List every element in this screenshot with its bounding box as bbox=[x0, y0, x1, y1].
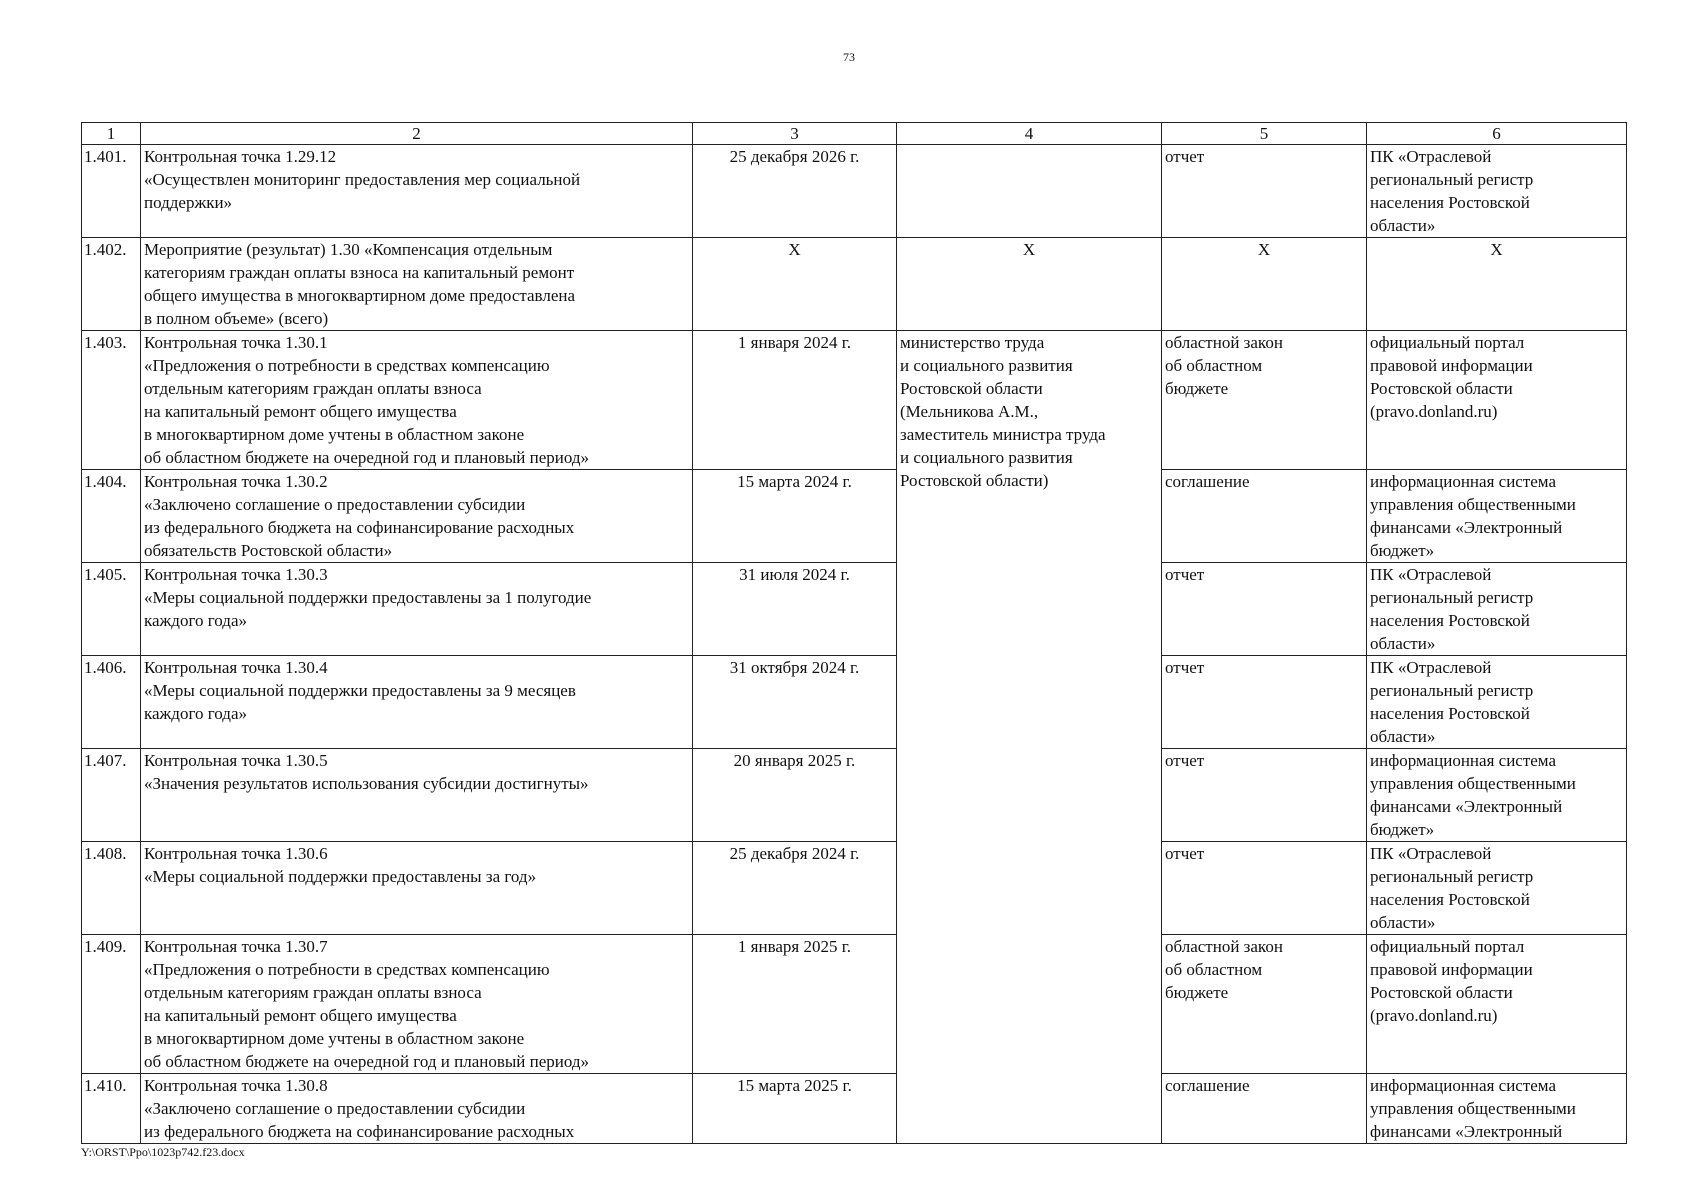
row-document: отчет bbox=[1162, 842, 1367, 935]
row-number: 1.405. bbox=[82, 563, 141, 656]
table-row bbox=[82, 470, 1627, 563]
row-date: 1 января 2025 г. bbox=[693, 935, 897, 1074]
table-header-row bbox=[82, 123, 1627, 145]
header-cell: 2 bbox=[141, 123, 693, 145]
row-info-system: Х bbox=[1367, 238, 1627, 331]
row-document: соглашение bbox=[1162, 1074, 1367, 1144]
row-number: 1.410. bbox=[82, 1074, 141, 1144]
row-document: Х bbox=[1162, 238, 1367, 331]
row-title: Контрольная точка 1.30.8 «Заключено соглашение о предоставлении субсидии из федерального бюджета на софинансирование расходных bbox=[141, 1074, 693, 1144]
table-row bbox=[82, 563, 1627, 656]
row-info-system: информационная система управления общественными финансами «Электронный bbox=[1367, 1074, 1627, 1144]
row-info-system: официальный портал правовой информации Ростовской области (pravo.donland.ru) bbox=[1367, 331, 1627, 470]
row-title: Контрольная точка 1.30.4 «Меры социальной поддержки предоставлены за 9 месяцев каждого года» bbox=[141, 656, 693, 749]
row-info-system: ПК «Отраслевой региональный регистр населения Ростовской области» bbox=[1367, 563, 1627, 656]
row-number: 1.403. bbox=[82, 331, 141, 470]
row-title: Контрольная точка 1.30.3 «Меры социальной поддержки предоставлены за 1 полугодие каждого года» bbox=[141, 563, 693, 656]
row-date: 15 марта 2025 г. bbox=[693, 1074, 897, 1144]
row-info-system: ПК «Отраслевой региональный регистр населения Ростовской области» bbox=[1367, 842, 1627, 935]
row-document: отчет bbox=[1162, 145, 1367, 238]
table-row bbox=[82, 331, 1627, 470]
row-document: областной закон об областном бюджете bbox=[1162, 935, 1367, 1074]
row-title: Контрольная точка 1.30.5 «Значения результатов использования субсидии достигнуты» bbox=[141, 749, 693, 842]
row-number: 1.407. bbox=[82, 749, 141, 842]
row-document: отчет bbox=[1162, 749, 1367, 842]
row-number: 1.402. bbox=[82, 238, 141, 331]
row-responsible: Х bbox=[897, 238, 1162, 331]
row-date: 15 марта 2024 г. bbox=[693, 470, 897, 563]
row-date: 31 июля 2024 г. bbox=[693, 563, 897, 656]
header-cell: 4 bbox=[897, 123, 1162, 145]
row-title: Контрольная точка 1.29.12 «Осуществлен мониторинг предоставления мер социальной поддержки» bbox=[141, 145, 693, 238]
row-number: 1.409. bbox=[82, 935, 141, 1074]
row-number: 1.401. bbox=[82, 145, 141, 238]
table-row bbox=[82, 238, 1627, 331]
row-info-system: ПК «Отраслевой региональный регистр населения Ростовской области» bbox=[1367, 145, 1627, 238]
row-info-system: официальный портал правовой информации Ростовской области (pravo.donland.ru) bbox=[1367, 935, 1627, 1074]
row-number: 1.408. bbox=[82, 842, 141, 935]
table-row bbox=[82, 935, 1627, 1074]
row-document: отчет bbox=[1162, 563, 1367, 656]
header-cell: 3 bbox=[693, 123, 897, 145]
row-document: отчет bbox=[1162, 656, 1367, 749]
table-row bbox=[82, 749, 1627, 842]
header-cell: 6 bbox=[1367, 123, 1627, 145]
table-row bbox=[82, 842, 1627, 935]
row-responsible-merged: министерство труда и социального развития Ростовской области (Мельникова А.М., заместитель министра труда и социального развития Ростовской области) bbox=[897, 331, 1162, 1144]
row-date: 25 декабря 2024 г. bbox=[693, 842, 897, 935]
row-document: областной закон об областном бюджете bbox=[1162, 331, 1367, 470]
row-info-system: информационная система управления общественными финансами «Электронный бюджет» bbox=[1367, 470, 1627, 563]
row-info-system: информационная система управления общественными финансами «Электронный бюджет» bbox=[1367, 749, 1627, 842]
header-cell: 1 bbox=[82, 123, 141, 145]
row-title: Контрольная точка 1.30.6 «Меры социальной поддержки предоставлены за год» bbox=[141, 842, 693, 935]
table-row bbox=[82, 1074, 1627, 1144]
row-date: 31 октября 2024 г. bbox=[693, 656, 897, 749]
row-number: 1.406. bbox=[82, 656, 141, 749]
row-title: Контрольная точка 1.30.1 «Предложения о потребности в средствах компенсацию отдельным категориям граждан оплаты взноса на капитальный ремонт общего имущества в многоквартирном доме учтены в областном законе об областном бюджете на очередной год и плановый период» bbox=[141, 331, 693, 470]
row-date: 25 декабря 2026 г. bbox=[693, 145, 897, 238]
row-responsible bbox=[897, 145, 1162, 238]
file-path-footer: Y:\ORST\Ppo\1023p742.f23.docx bbox=[81, 1145, 245, 1159]
row-date: Х bbox=[693, 238, 897, 331]
row-date: 20 января 2025 г. bbox=[693, 749, 897, 842]
row-number: 1.404. bbox=[82, 470, 141, 563]
plan-table bbox=[81, 122, 1627, 1144]
table-row bbox=[82, 145, 1627, 238]
row-title: Контрольная точка 1.30.2 «Заключено соглашение о предоставлении субсидии из федерального бюджета на софинансирование расходных обязательств Ростовской области» bbox=[141, 470, 693, 563]
table-row bbox=[82, 656, 1627, 749]
row-title: Контрольная точка 1.30.7 «Предложения о потребности в средствах компенсацию отдельным категориям граждан оплаты взноса на капитальный ремонт общего имущества в многоквартирном доме учтены в областном законе об областном бюджете на очередной год и плановый период» bbox=[141, 935, 693, 1074]
page-number: 73 bbox=[843, 50, 855, 64]
row-info-system: ПК «Отраслевой региональный регистр населения Ростовской области» bbox=[1367, 656, 1627, 749]
row-date: 1 января 2024 г. bbox=[693, 331, 897, 470]
row-document: соглашение bbox=[1162, 470, 1367, 563]
header-cell: 5 bbox=[1162, 123, 1367, 145]
row-title: Мероприятие (результат) 1.30 «Компенсация отдельным категориям граждан оплаты взноса на капитальный ремонт общего имущества в многоквартирном доме предоставлена в полном объеме» (всего) bbox=[141, 238, 693, 331]
